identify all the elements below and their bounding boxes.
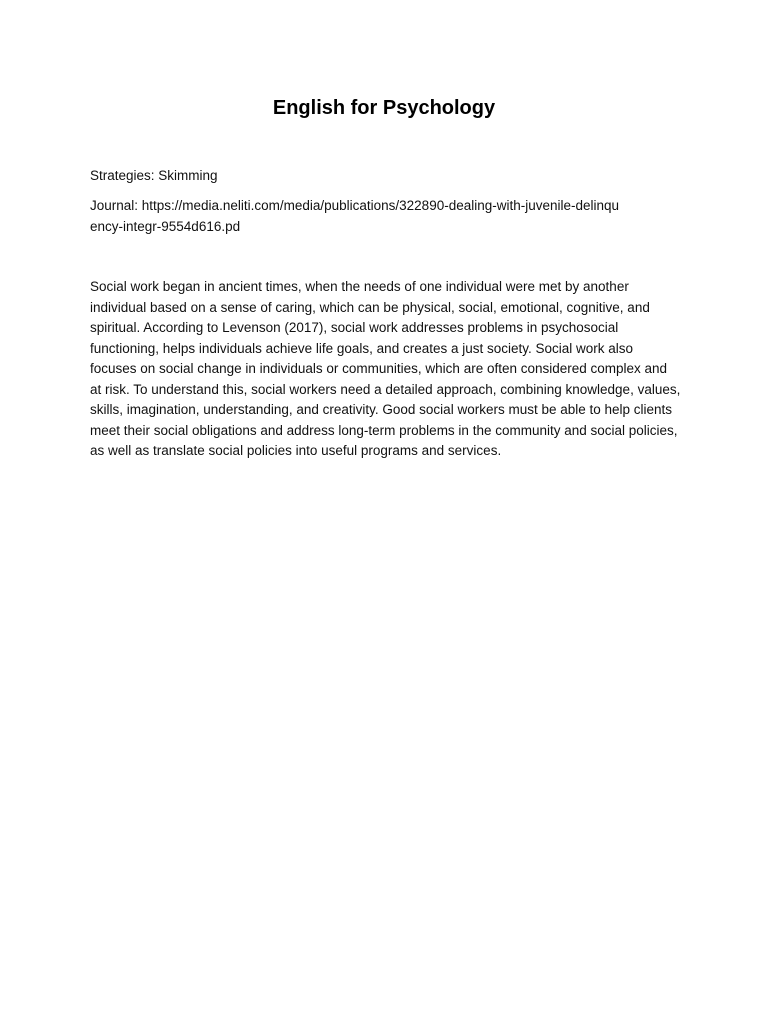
strategies-line: Strategies: Skimming <box>90 168 218 183</box>
document-title: English for Psychology <box>272 97 496 119</box>
body-paragraph: Social work began in ancient times, when the needs of one individual were met by another individual based on a sense of caring, which can be physical, social, emotional, cognitive, and spiritual. According to Levenson (2017), social work addresses problems in psychosocial functioning, helps individuals achieve life goals, and creates a just society. Social work also focuses on social change in individuals or communities, which are often considered complex and at risk. To understand this, social workers need a detailed approach, combining knowledge, values, skills, imagination, understanding, and creativity. Good social workers must be able to help clients meet their social obligations and address long-term problems in the community and social policies, as well as translate social policies into useful programs and services. <box>90 279 681 458</box>
journal-line: Journal: https://media.neliti.com/media/publications/322890-dealing-with-juvenile-delinquency-integr-9554d616.pd <box>90 198 620 234</box>
